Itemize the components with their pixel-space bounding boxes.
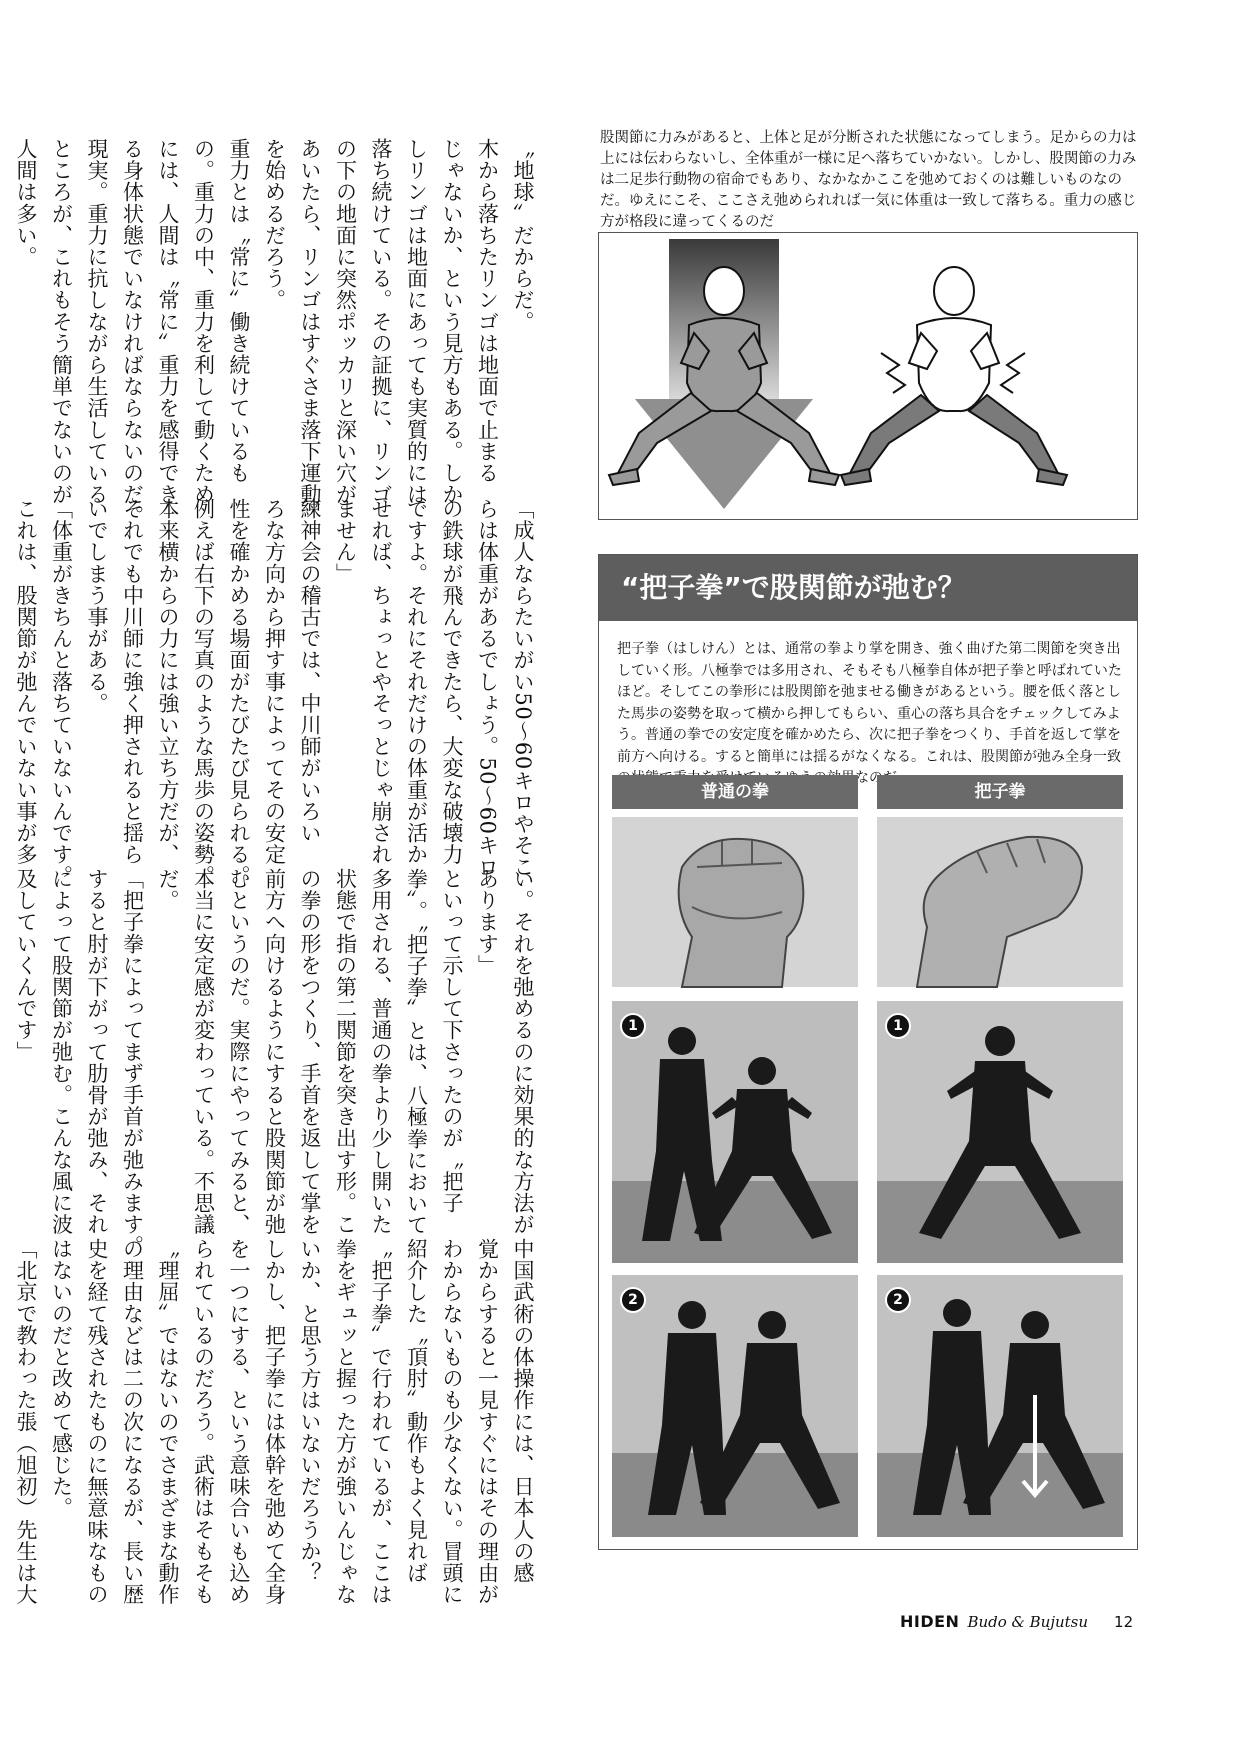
figure-tense	[841, 267, 1067, 485]
article-text-band-3: い。それを弛めるのに効果的な方法が あります」 といって示して下さったのが〝把子 拳〟。〝把子拳〟とは、八極拳において 多用される、普通の拳より少し開いた 状態で指の第二関節を突き出す形。こ の拳の形をつくり、手首を返して掌を 前方へ向けるようにすると股関節が弛 むというのだ。実際にやってみると、 本当に安定感が変わっている。不思議 だ。 「把子拳によってまず手首が弛みます。 すると肘が下がって肋骨が弛み、それ によって股関節が弛む。こんな風に波 及していくんです」	[14, 868, 535, 1257]
illustration-drawing	[599, 233, 1137, 519]
label-bashiken: 把子拳	[877, 775, 1123, 809]
article-text-band-2: 「成人ならたいがい50〜60キロやそこ らは体重があるでしょう。50〜60キロ の鉄球が飛んできたら、大変な破壊力 ですよ。それにそれだけの体重が活か せれば、ちょっとやそっとじゃ崩され ません」 練神会の稽古では、中川師がいろい ろな方向から押す事によってその安定 性を確かめる場面がたびたび見られる。 例えば右下の写真のような馬歩の姿勢。 本来横からの力には強い立ち方だが、 それでも中川師に強く押されると揺ら いでしまう事がある。 「体重がきちんと落ちていないんです。 これは、股関節が弛んでいない事が多	[14, 498, 535, 887]
step-badge-1: 1	[620, 1013, 646, 1039]
photo-step2-bashiken	[877, 1275, 1123, 1537]
page-footer	[900, 1612, 1140, 1636]
magazine-brand: HIDEN	[900, 1612, 960, 1631]
photo-step2-normal	[612, 1275, 858, 1537]
sidebar-body-text: 把子拳（はしけん）とは、通常の拳より掌を開き、強く曲げた第二関節を突き出していく形。八極拳では多用され、そもそも八極拳自体が把子拳と呼ばれていたほど。そしてこの拳形には股関節を弛ませる働きがあるという。腰を低く落とした馬歩の姿勢を取って横から押してもらい、重心の落ち具合をチェックしてみよう。普通の拳での安定度を確かめたら、次に把子拳をつくり、手首を返して掌を前方へ向ける。すると簡単には揺るがなくなる。これは、股関節が弛み全身一致 果なのだ	[617, 641, 1122, 786]
sidebar-bashiken	[598, 554, 1138, 1550]
hip-joint-illustration	[598, 232, 1138, 520]
sidebar-title: “把子拳”で股関節が弛む？	[599, 555, 1137, 621]
label-normal-fist: 普通の拳	[612, 775, 858, 809]
step-badge-2b: 2	[885, 1287, 911, 1313]
photo-step1-normal	[612, 1001, 858, 1263]
article-text-band-1: 〝地球〟だからだ。 木から落ちたリンゴは地面で止まる じゃないか、という見方もある。しか しリンゴは地面にあっても実質的には 落ち続けている。その証拠に、リンゴ の下の地面に突然ポッカリと深い穴が あいたら、リンゴはすぐさま落下運動 を始めるだろう。 重力とは〝常に〟働き続けているも の。重力の中、重力を利して動くため には、人間は〝常に〟重力を感得でき る身体状態でいなければならないのだ。 現実。重力に抗しながら生活している ところが、これもそう簡単でないのが 人間は多い。	[14, 138, 535, 527]
photo-step1-bashiken	[877, 1001, 1123, 1263]
photo-normal-fist	[612, 817, 858, 987]
illustration-caption: 股関節に力みがあると、上体と足が分断された状態になってしまう。足からの力は上には伝わらないし、全体重が一様に足へ落ちていかない。しかし、股関節の力みは二足歩行動物の宿命でもあり、なかなかここを弛めておくのは難しいものなのだ。ゆえにこそ、ここさえ弛められれば一気に体重は一致して落ちる。重力の感じ方が格段に違ってくるのだ	[600, 130, 1137, 230]
step-badge-1b: 1	[885, 1013, 911, 1039]
article-text-band-4: 中国武術の体操作には、日本人の感 覚からすると一見すぐにはその理由が わからないものも少なくない。冒頭に 紹介した〝頂肘〟動作もよく見れば 〝把子拳〟で行われているが、ここは 拳をギュッと握った方が強いんじゃな いか、と思う方はいないだろうか？ しかし、把子拳には体幹を弛めて全身 を一つにする、という意味合いも込め られているのだろう。武術はそもそも 〝理屈〟ではないのでさまざまな動作 の理由などは二の次になるが、長い歴 史を経て残されたものに無意味なもの はないのだと改めて感じた。 「北京で教わった張（旭初）先生は大	[14, 1238, 535, 1606]
photo-bashiken-fist	[877, 817, 1123, 987]
step-badge-2: 2	[620, 1287, 646, 1313]
page-number: 12	[1114, 1613, 1134, 1631]
magazine-subtitle: Budo & Bujutsu	[967, 1613, 1089, 1631]
